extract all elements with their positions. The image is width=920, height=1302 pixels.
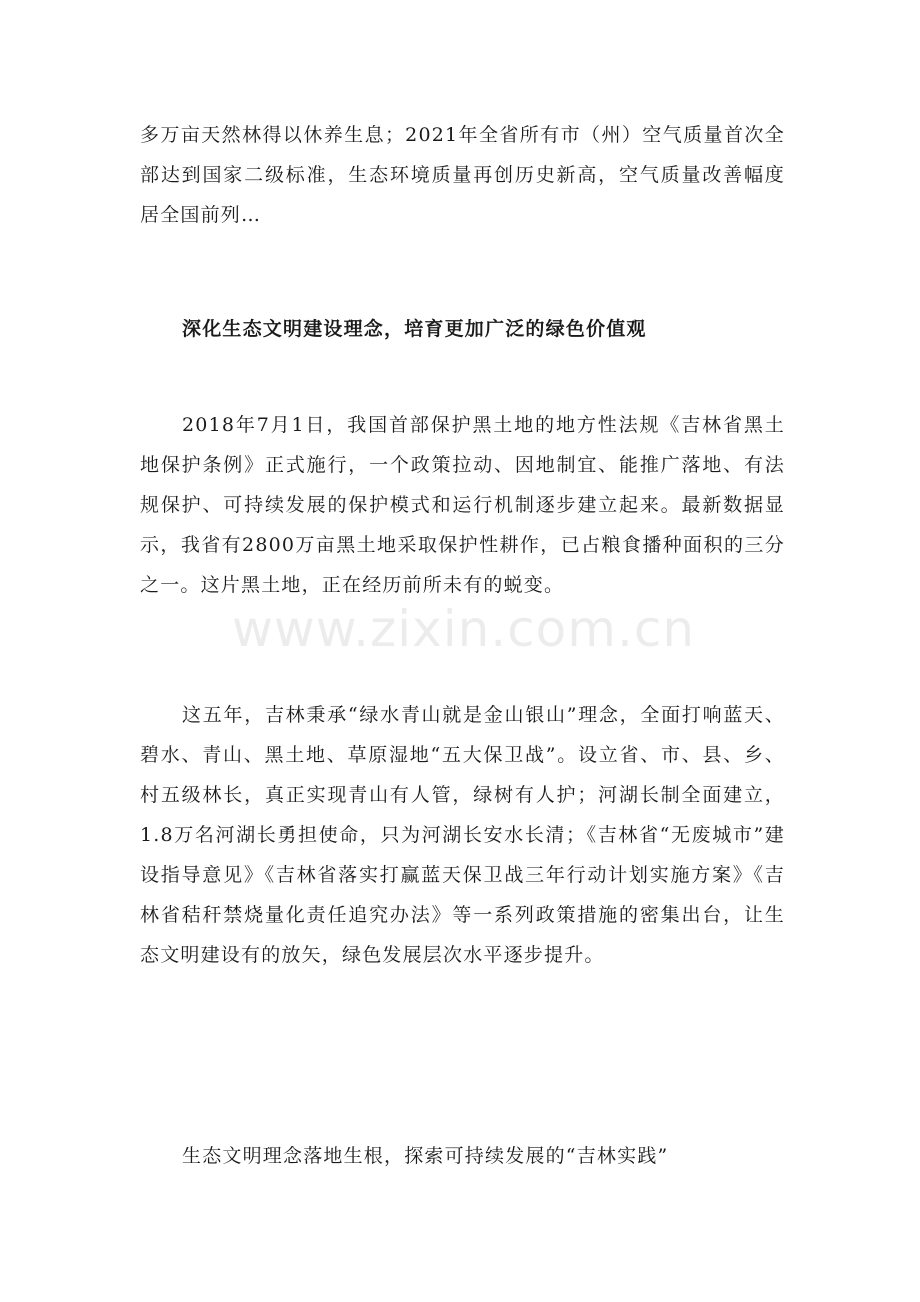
paragraph-five-battles: 这五年，吉林秉承“绿水青山就是金山银山”理念，全面打响蓝天、碧水、青山、黑土地、草原湿地“五大保卫战”。设立省、市、县、乡、村五级林长，真正实现青山有人管，绿树有人护；河湖长制全面建立，1.8万名河湖长勇担使命，只为河湖长安水长清；《吉林省“无废城市”建设指导意见》《吉林省落实打赢蓝天保卫战三年行动计划实施方案》《吉林省秸秆禁烧量化责任追究办法》等一系列政策措施的密集出台，让生态文明建设有的放矢，绿色发展层次水平逐步提升。 [140,704,785,966]
paragraph-black-soil-regulation: 2018年7月1日，我国首部保护黑土地的地方性法规《吉林省黑土地保护条例》正式施行，一个政策拉动、因地制宜、能推广落地、有法规保护、可持续发展的保护模式和运行机制逐步建立起来。最新数据显示，我省有2800万亩黑土地采取保护性耕作，已占粮食播种面积的三分之一。这片黑土地，正在经历前所未有的蜕变。 [140,414,785,596]
watermark-text: www.zixin.com.cn [232,600,696,658]
paragraph-air-quality: 多万亩天然林得以休养生息；2021年全省所有市（州）空气质量首次全部达到国家二级标准，生态环境质量再创历史新高，空气质量改善幅度居全国前列… [140,124,785,226]
paragraph-jilin-practice: 生态文明理念落地生根，探索可持续发展的“吉林实践” [182,1145,669,1167]
section-heading-ecological-civilization: 深化生态文明建设理念，培育更加广泛的绿色价值观 [182,318,647,340]
